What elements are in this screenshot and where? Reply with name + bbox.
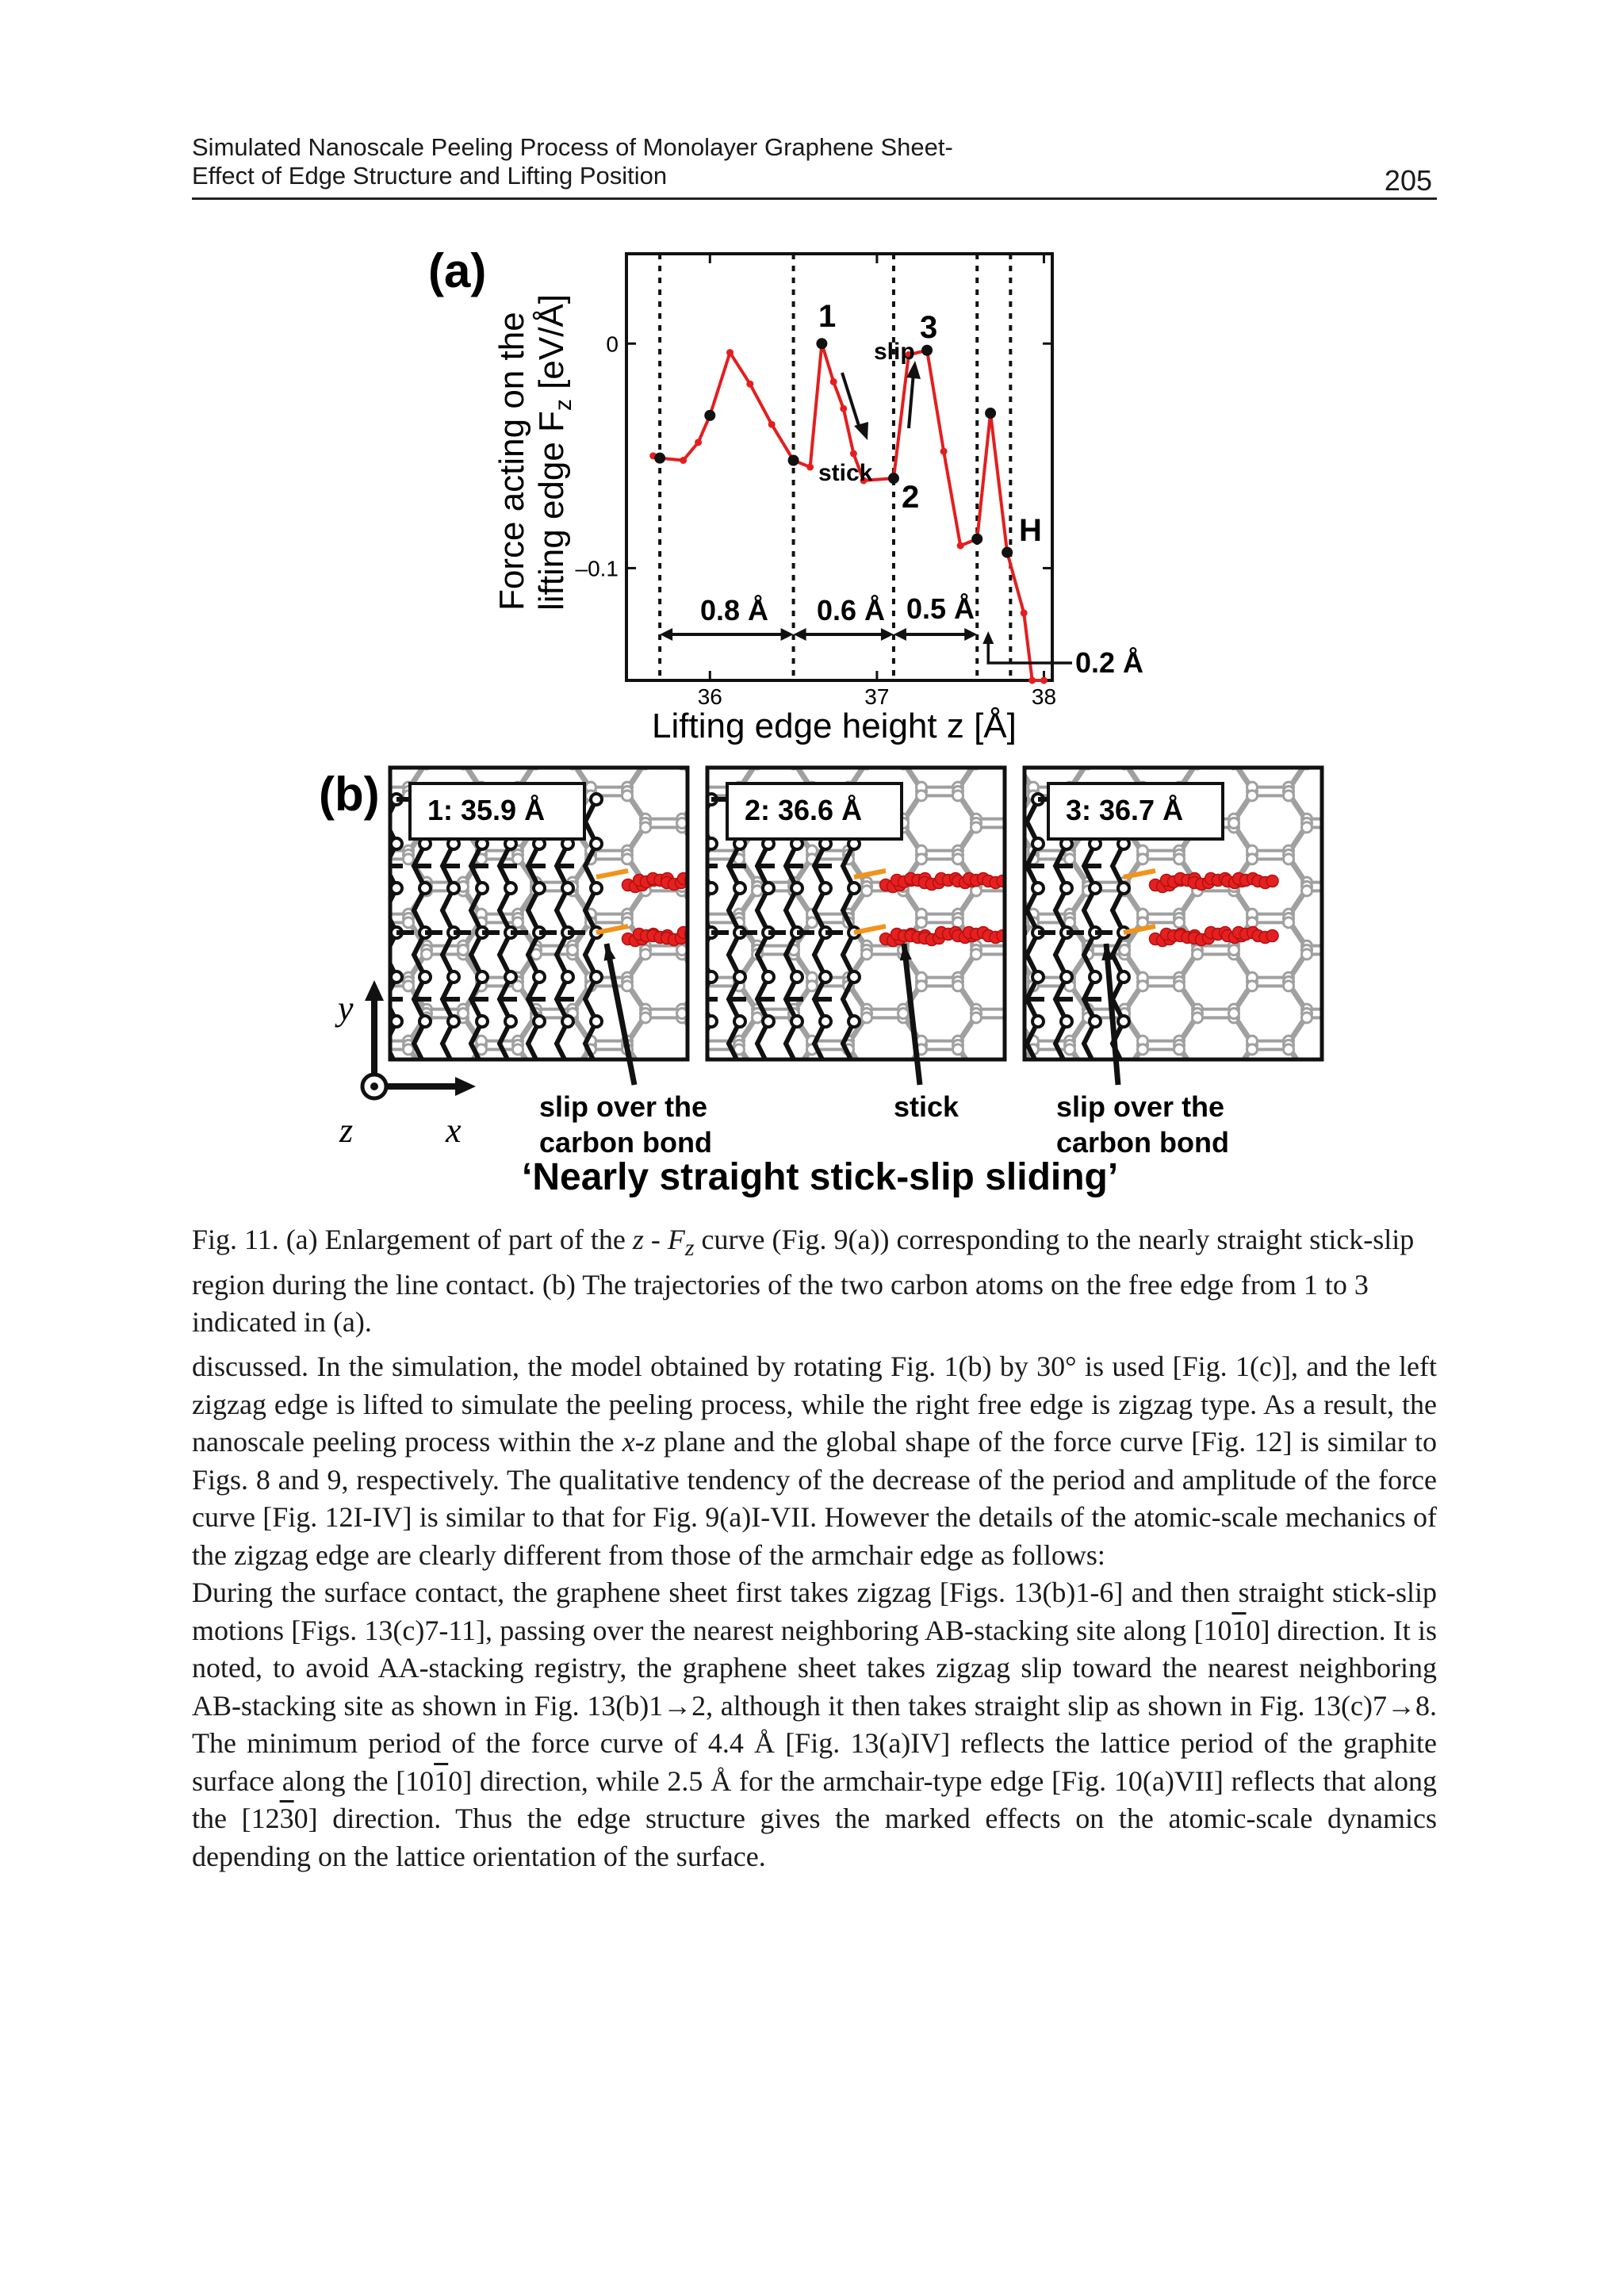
header-title-line2: Effect of Edge Structure and Lifting Position (192, 162, 668, 190)
data-point (746, 381, 753, 388)
arrow-head (982, 631, 994, 644)
data-point (850, 450, 857, 458)
header-rule (192, 197, 1437, 200)
direction-1230: [1230] (241, 1803, 318, 1834)
panel3-caption-line2: carbon bond (1056, 1126, 1229, 1159)
data-point (840, 405, 847, 412)
figure-caption: Fig. 11. (a) Enlargement of part of the z - $F_z$ curve (Fig. 9(a)) corresponding to the nearly straight stick-slip region during the line contact. (b) The trajectories of the two carbon atoms on the free edge from 1 to 3 indicated in (a). (192, 1224, 1415, 1339)
data-point (830, 378, 837, 385)
x-tick-label: 38 (1031, 684, 1057, 709)
arrow-head (894, 628, 906, 641)
key-points (654, 338, 1013, 557)
body-text (192, 1348, 1437, 1875)
paragraph-2: During the surface contact, the graphene sheet first takes zigzag [Figs. 13(b)1-6] and then straight stick-slip motions [Figs. 13(c)7-11], passing over the nearest neighboring AB-stacking site along [1010] direction. It is noted, to avoid AA-stacking registry, the graphene sheet takes zigzag slip toward the nearest neighboring AB-stacking site as shown in Fig. 13(b)1→2, although it then takes straight slip as shown in Fig. 13(c)7→8. The minimum period of the force curve of 4.4 Å [Fig. 13(a)IV] reflects the lattice period of the graphite surface along the [1010] direction, while 2.5 Å for the armchair-type edge [Fig. 10(a)VII] reflects that along the [1230] direction. Thus the edge structure gives the marked effects on the atomic-scale dynamics depending on the lattice orientation of the surface. (192, 1576, 1437, 1872)
panel1-caption-line2: carbon bond (539, 1126, 712, 1159)
panel1-caption-line1: slip over the (539, 1090, 708, 1123)
slip-arrow (906, 361, 921, 428)
key-point (788, 455, 799, 466)
ylabel-line2: lifting edge $F_z$ [eV/Å] (532, 293, 576, 611)
period-label-4: 0.2 Å (1075, 646, 1144, 679)
data-point (1021, 610, 1028, 617)
figure-b-snapshots (301, 753, 1332, 1205)
data-point (680, 457, 687, 464)
key-point (921, 345, 933, 356)
figure-a-chart (428, 238, 1158, 753)
x-axis-label: Lifting edge height z [Å] (652, 707, 1017, 745)
running-header (192, 133, 1437, 200)
period-label-3: 0.5 Å (906, 592, 975, 625)
data-point (957, 542, 964, 550)
period-label-1: 0.8 Å (700, 594, 769, 626)
page-number: 205 (1384, 164, 1432, 197)
arrow-head (794, 628, 806, 641)
axis-z-label: z (339, 1111, 354, 1150)
panel-label-a: (a) (428, 244, 487, 297)
arrow-head (881, 628, 894, 641)
key-point (704, 410, 715, 421)
x-tick-label: 37 (864, 684, 890, 709)
snapshot-label: 1: 35.9 Å (427, 794, 546, 826)
key-point (971, 534, 982, 545)
panel2-caption: stick (894, 1090, 959, 1123)
period-label-2: 0.6 Å (817, 594, 886, 626)
axis-y-label: y (338, 989, 354, 1028)
data-point (940, 448, 948, 455)
arrow-head (964, 628, 977, 641)
x-tick-label: 36 (697, 684, 722, 709)
snapshot-label: 3: 36.7 Å (1066, 794, 1184, 826)
direction-1010-b: [1010] (396, 1764, 473, 1797)
y-tick-label: 0 (606, 331, 619, 357)
data-point (1040, 677, 1048, 684)
key-point (985, 408, 996, 419)
paragraph-1: discussed. In the simulation, the model obtained by rotating Fig. 1(b) by 30° is used [Fig. 1(c)], and the left zigzag edge is lifted to simulate the peeling process, while the right free edge is zigzag type. As a result, the nanoscale peeling process within the x-z plane and the global shape of the force curve [Fig. 12] is similar to Figs. 8 and 9, respectively. The qualitative tendency of the decrease of the period and amplitude of the force curve [Fig. 12I-IV] is similar to that for Fig. 9(a)I-VII. However the details of the atomic-scale mechanics of the zigzag edge are clearly different from those of the armchair edge as follows: (192, 1350, 1437, 1571)
header-title-line1: Simulated Nanoscale Peeling Process of Monolayer Graphene Sheet- (192, 133, 953, 161)
stick-label: stick (818, 460, 873, 486)
period-arrows (660, 628, 1072, 663)
arrow-head (781, 628, 794, 641)
data-point (726, 349, 733, 356)
key-point (1002, 547, 1013, 558)
snapshot-label: 2: 36.6 Å (745, 794, 863, 826)
key-point (888, 473, 899, 484)
data-point (695, 439, 702, 446)
key-point (654, 453, 665, 464)
ylabel-line1: Force acting on the (492, 312, 531, 611)
point-2-label: 2 (902, 480, 920, 515)
slip-label: slip (874, 339, 915, 365)
data-point (768, 421, 776, 428)
point-H-label: H (1019, 513, 1042, 548)
data-point (806, 464, 814, 471)
panel-label-b: (b) (319, 768, 380, 821)
direction-1010: [1010] (1193, 1614, 1270, 1646)
point-1-label: 1 (818, 299, 837, 334)
y-axis-label (492, 294, 576, 611)
key-point (816, 338, 827, 349)
data-point (1028, 677, 1036, 684)
y-tick-label: –0.1 (575, 556, 619, 581)
panel3-caption-line1: slip over the (1056, 1090, 1225, 1123)
point-3-label: 3 (920, 310, 938, 345)
figure-b-title: ‘Nearly straight stick-slip sliding’ (522, 1156, 1119, 1198)
axis-x-label: x (446, 1111, 462, 1150)
arrow-head (660, 628, 672, 641)
